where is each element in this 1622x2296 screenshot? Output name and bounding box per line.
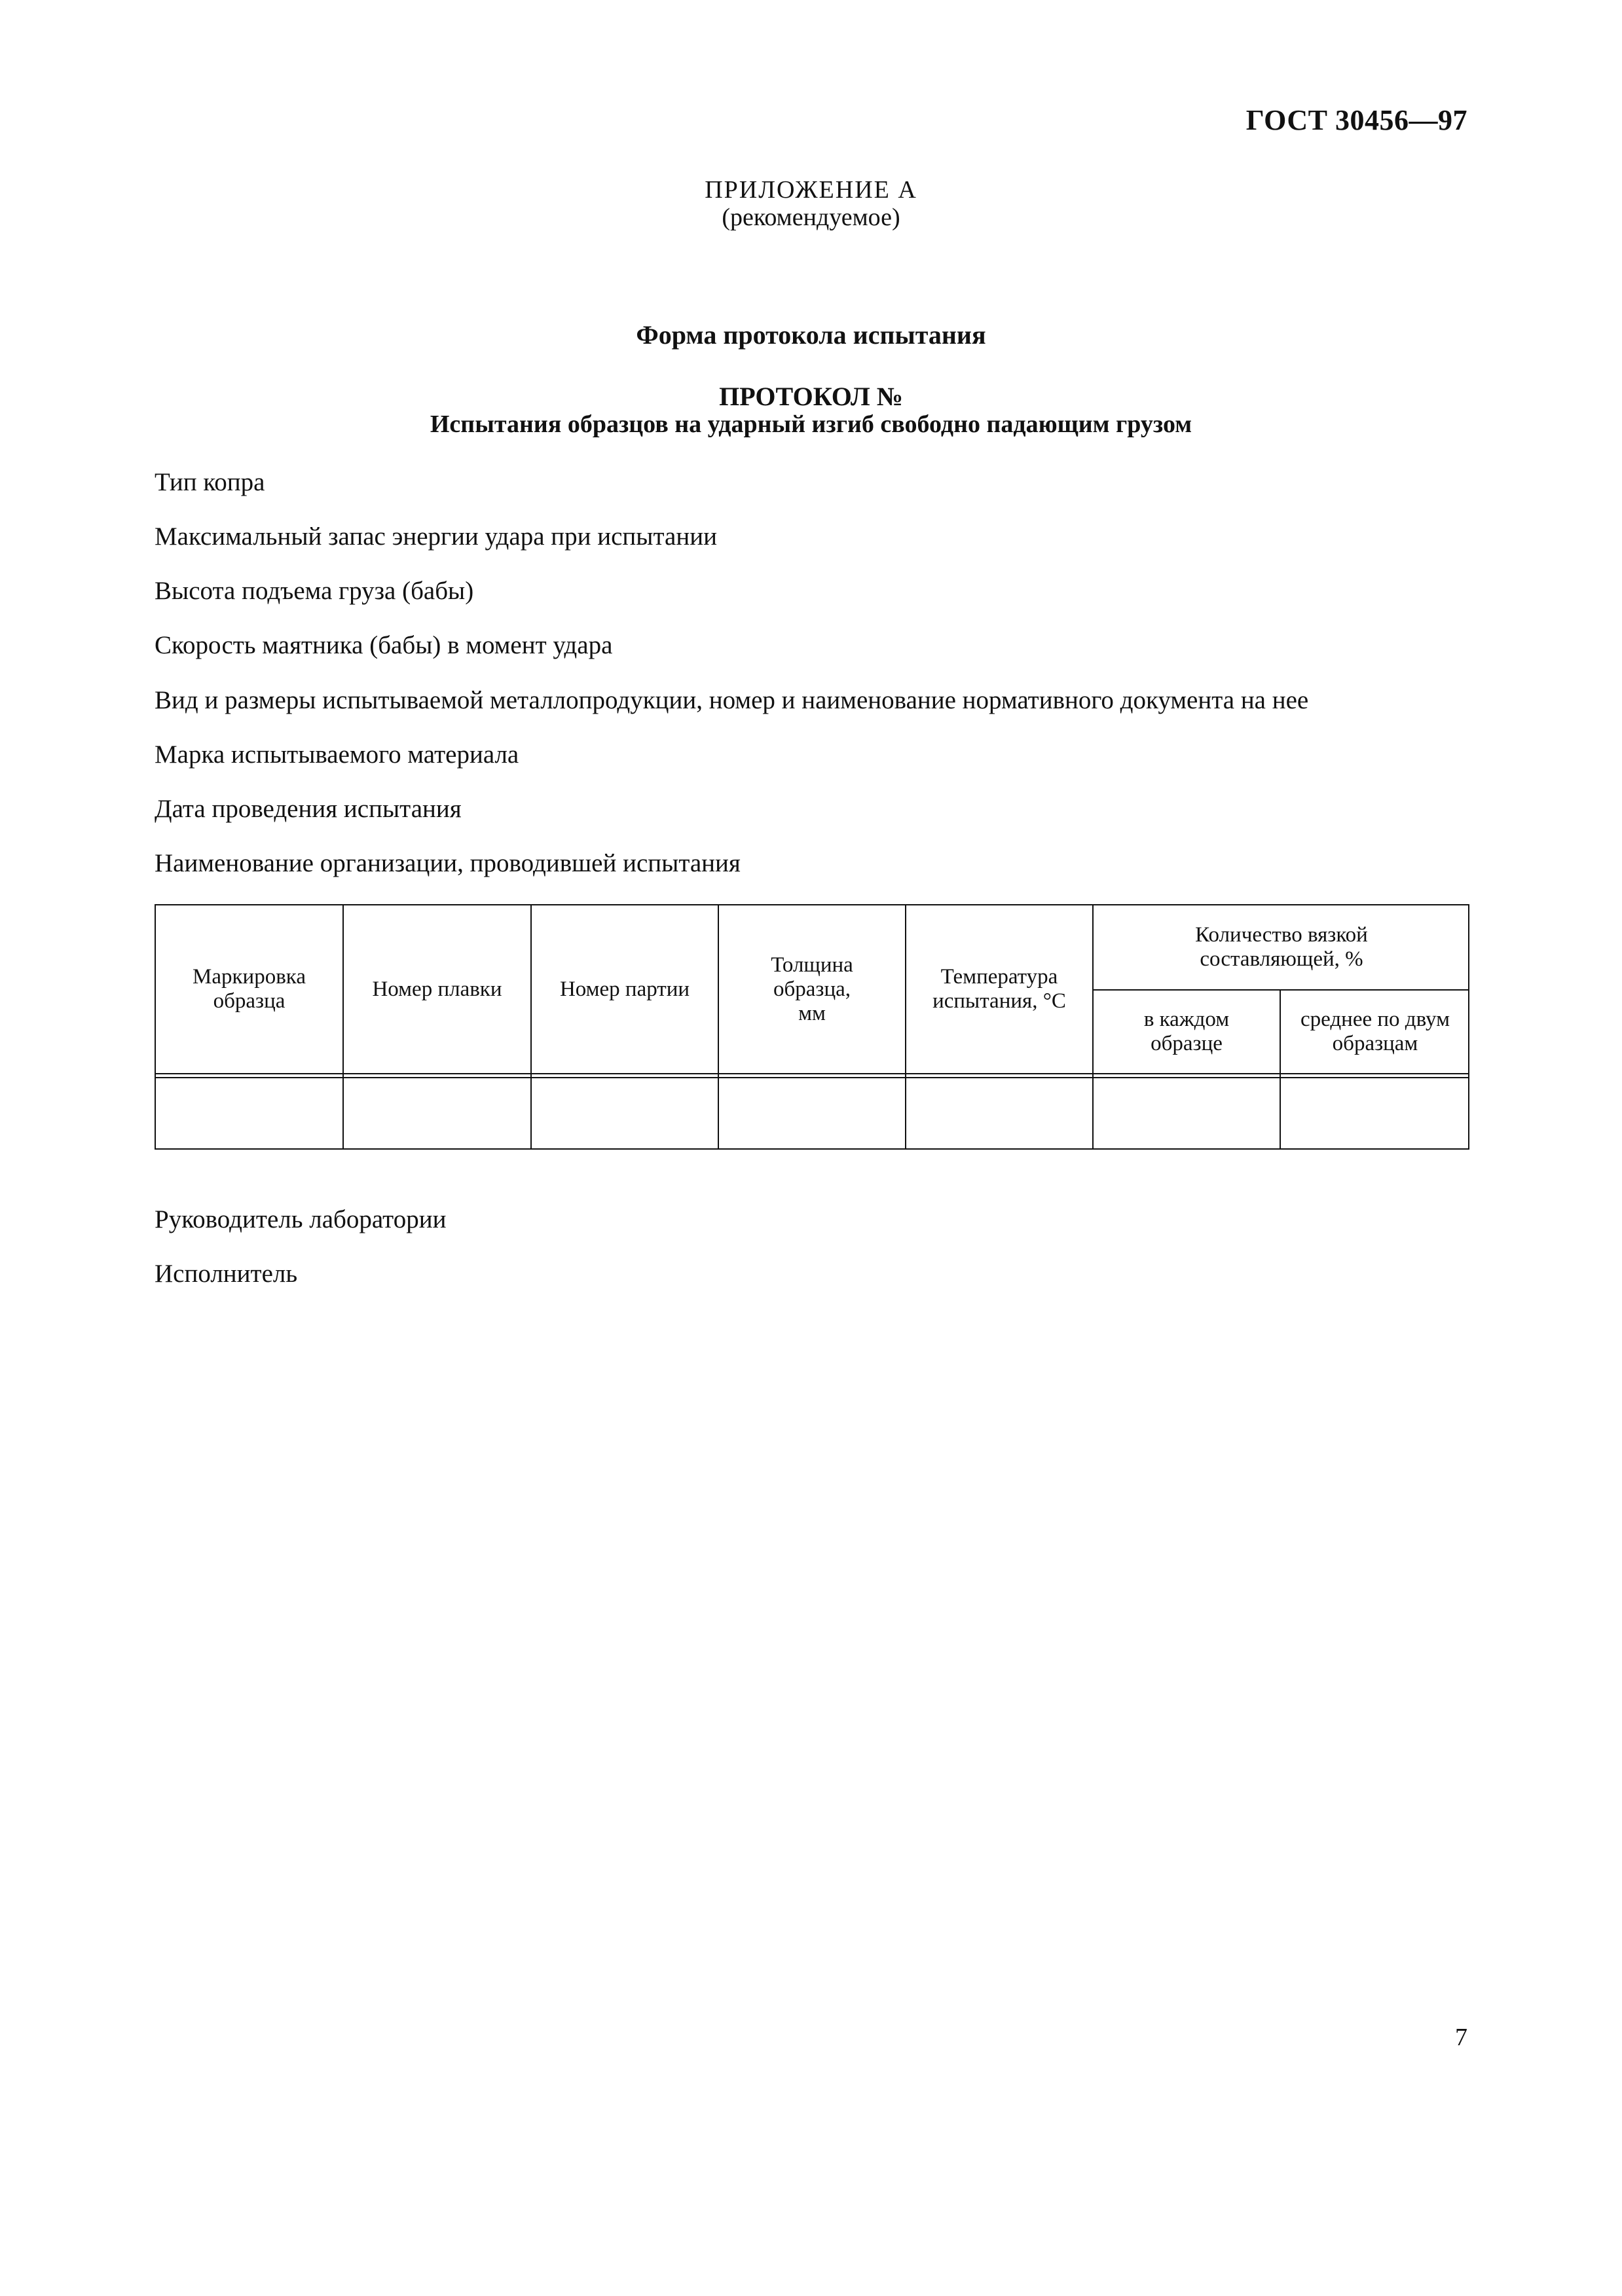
- appendix-subtitle: (рекомендуемое): [722, 204, 900, 231]
- header-each-sample: в каждом образце: [1143, 1008, 1230, 1055]
- results-table: [155, 904, 1469, 1150]
- field-organization: Наименование организации, проводившей испытания: [155, 849, 741, 877]
- table-cell[interactable]: [719, 1078, 905, 1150]
- table-cell[interactable]: [906, 1078, 1092, 1150]
- header-sample-marking: Маркировка образца: [193, 965, 306, 1013]
- header-heat-number: Номер плавки: [372, 977, 502, 1001]
- table-cell[interactable]: [532, 1078, 718, 1150]
- page-number: 7: [1455, 2024, 1467, 2051]
- signature-executor: Исполнитель: [155, 1260, 298, 1288]
- table-divider: [156, 1073, 1468, 1074]
- header-thickness: Толщина образца, мм: [771, 953, 853, 1025]
- field-max-energy: Максимальный запас энергии удара при испытании: [155, 522, 717, 551]
- header-batch-number: Номер партии: [559, 977, 690, 1001]
- field-copra-type: Тип копра: [155, 468, 265, 496]
- field-material-grade: Марка испытываемого материала: [155, 740, 519, 769]
- field-product-type: Вид и размеры испытываемой металлопродукции, номер и наименование нормативного документа на нее: [155, 686, 1309, 714]
- field-lift-height: Высота подъема груза (бабы): [155, 577, 474, 605]
- signature-lab-head: Руководитель лаборатории: [155, 1205, 447, 1233]
- header-temperature: Температура испытания, °С: [932, 965, 1066, 1013]
- table-cell[interactable]: [156, 1078, 342, 1150]
- header-average-two-samples: среднее по двум образцам: [1300, 1008, 1450, 1055]
- table-cell[interactable]: [1281, 1078, 1469, 1150]
- header-ductile-fraction: Количество вязкой составляющей, %: [1195, 923, 1368, 971]
- table-cell[interactable]: [344, 1078, 530, 1150]
- protocol-title: ПРОТОКОЛ №: [719, 382, 903, 411]
- document-code: ГОСТ 30456—97: [1245, 104, 1467, 136]
- appendix-title: ПРИЛОЖЕНИЕ А: [705, 176, 917, 204]
- field-pendulum-speed: Скорость маятника (бабы) в момент удара: [155, 631, 613, 659]
- table-cell[interactable]: [1094, 1078, 1280, 1150]
- field-test-date: Дата проведения испытания: [155, 795, 462, 823]
- protocol-subtitle: Испытания образцов на ударный изгиб свободно падающим грузом: [430, 410, 1192, 438]
- form-title: Форма протокола испытания: [636, 320, 986, 350]
